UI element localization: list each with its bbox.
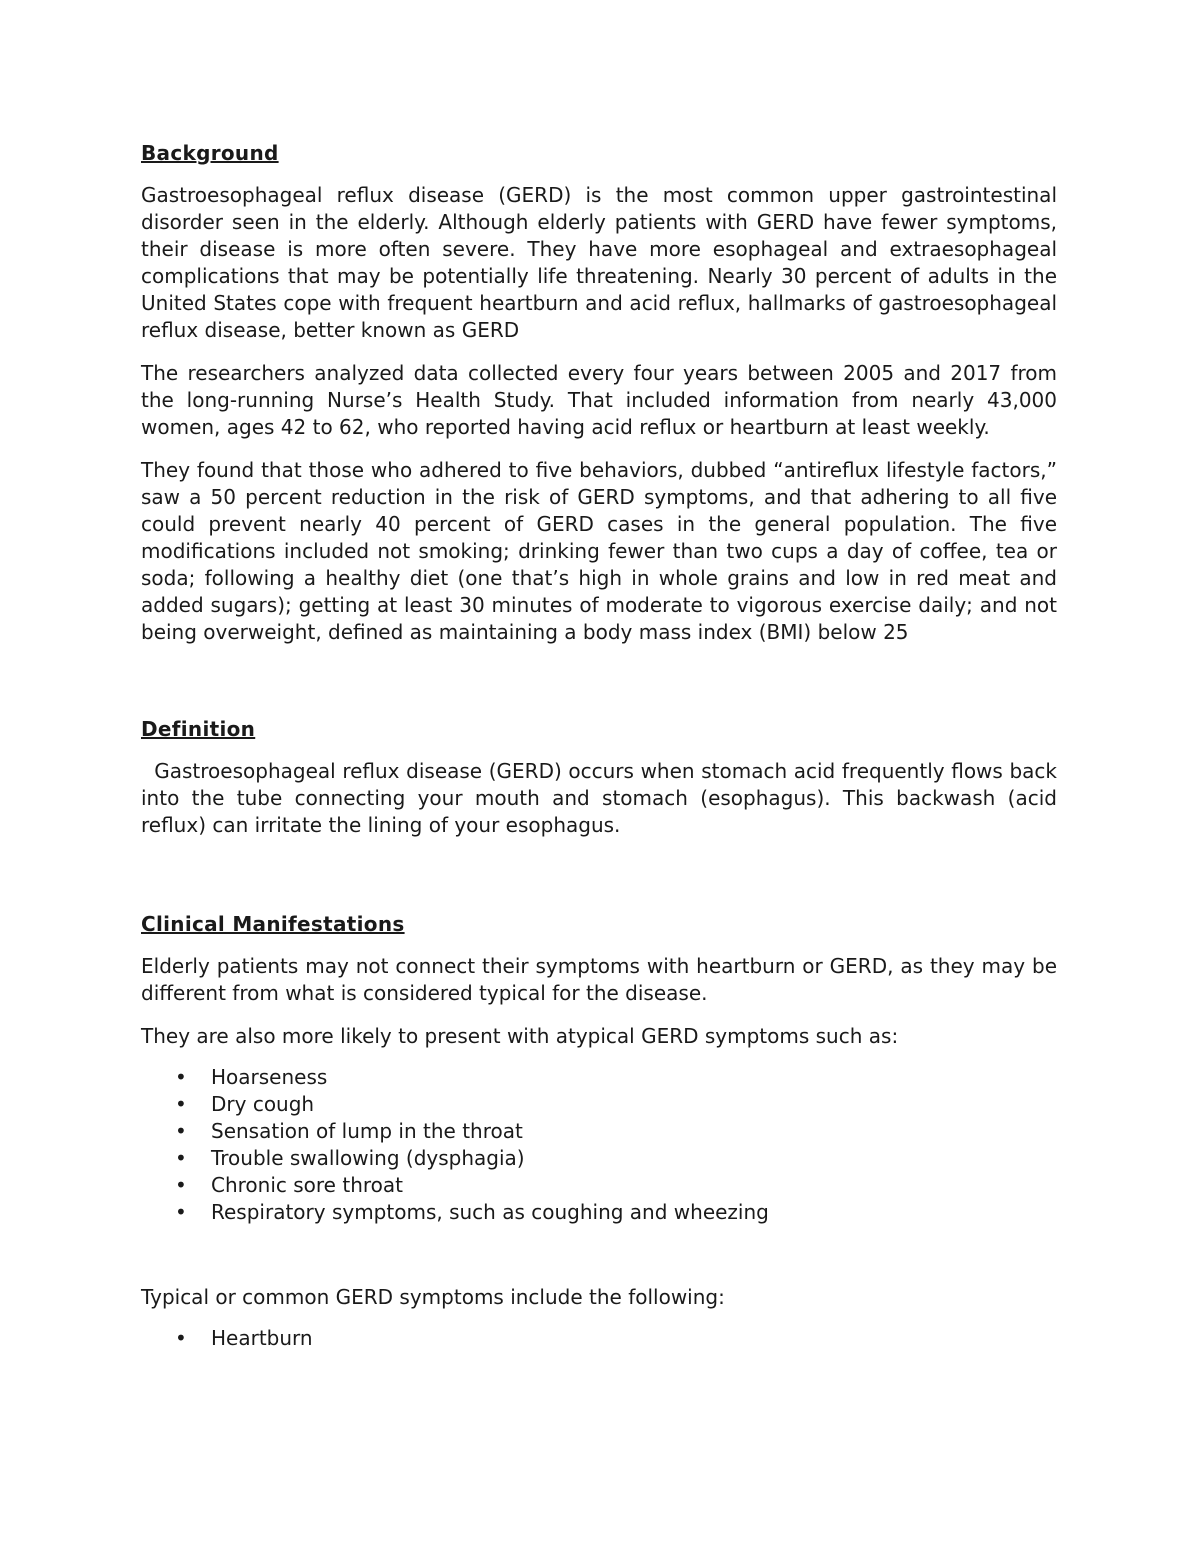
list-item: • Hoarseness bbox=[175, 1065, 328, 1089]
background-heading: Background bbox=[141, 141, 279, 165]
background-paragraph-3: They found that those who adhered to five behaviors, dubbed “antireflux lifestyle factors,” saw a 50 percent reduction in the risk of GERD symptoms, and that adhering to all five could prevent nearly 40 percent of GERD cases in the general population. The five modifications included not smoking; drinking fewer than two cups a day of coffee, tea or soda; following a healthy diet (one that’s high in whole grains and low in red meat and added sugars); getting at least 30 minutes of moderate to vigorous exercise daily; and not being overweight, defined as maintaining a body mass index (BMI) below 25 bbox=[141, 458, 1057, 644]
typical-symptoms-intro: Typical or common GERD symptoms include the following: bbox=[141, 1285, 725, 1309]
background-paragraph-2: The researchers analyzed data collected every four years between 2005 and 2017 from the long-running Nurse’s Health Study. That included information from nearly 43,000 women, ages 42 to 62, who reported having acid reflux or heartburn at least weekly. bbox=[141, 361, 1057, 439]
typical-symptoms-list bbox=[141, 1325, 1057, 1352]
bullet-icon: • bbox=[175, 1065, 187, 1089]
atypical-symptoms-intro: They are also more likely to present with atypical GERD symptoms such as: bbox=[141, 1024, 899, 1048]
list-item: • Sensation of lump in the throat bbox=[175, 1119, 523, 1143]
list-item: • Trouble swallowing (dysphagia) bbox=[175, 1146, 525, 1170]
bullet-icon: • bbox=[175, 1119, 187, 1143]
list-item: • Respiratory symptoms, such as coughing and wheezing bbox=[175, 1200, 769, 1224]
document-page bbox=[141, 138, 1057, 1352]
bullet-icon: • bbox=[175, 1326, 187, 1350]
clinical-manifestations-heading: Clinical Manifestations bbox=[141, 912, 405, 936]
list-item: • Dry cough bbox=[175, 1092, 315, 1116]
definition-paragraph: Gastroesophageal reflux disease (GERD) occurs when stomach acid frequently flows back into the tube connecting your mouth and stomach (esophagus). This backwash (acid reflux) can irritate the lining of your esophagus. bbox=[141, 759, 1057, 837]
bullet-icon: • bbox=[175, 1173, 187, 1197]
bullet-icon: • bbox=[175, 1200, 187, 1224]
list-item: • Heartburn bbox=[175, 1326, 313, 1350]
atypical-symptoms-list bbox=[141, 1064, 1057, 1226]
list-item: • Chronic sore throat bbox=[175, 1173, 403, 1197]
background-paragraph-1: Gastroesophageal reflux disease (GERD) is the most common upper gastrointestinal disorder seen in the elderly. Although elderly patients with GERD have fewer symptoms, their disease is more often severe. They have more esophageal and extraesophageal complications that may be potentially life threatening. Nearly 30 percent of adults in the United States cope with frequent heartburn and acid reflux, hallmarks of gastroesophageal reflux disease, better known as GERD bbox=[141, 183, 1057, 342]
bullet-icon: • bbox=[175, 1146, 187, 1170]
clinical-intro-paragraph: Elderly patients may not connect their symptoms with heartburn or GERD, as they may be different from what is considered typical for the disease. bbox=[141, 954, 1057, 1005]
bullet-icon: • bbox=[175, 1092, 187, 1116]
definition-heading: Definition bbox=[141, 717, 256, 741]
